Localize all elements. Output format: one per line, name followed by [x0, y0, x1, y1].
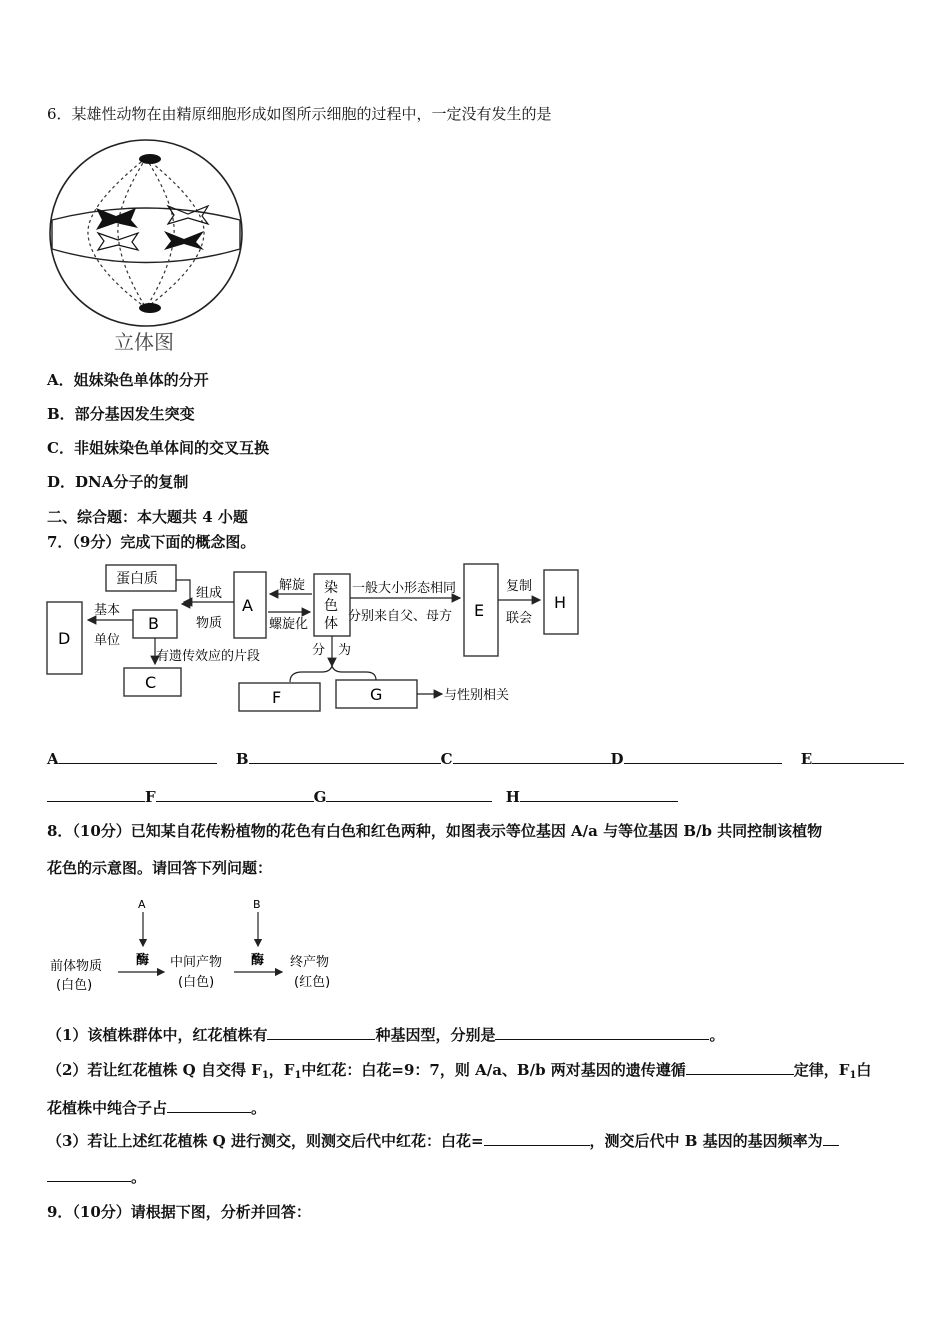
q6-stem: 6．某雄性动物在由精原细胞形成如图所示细胞的过程中，一定没有发生的是 — [47, 105, 552, 123]
section2-heading: 二、综合题：本大题共 4 小题 — [47, 508, 248, 526]
q8-sub2: （2）若让红花植株 Q 自交得 $F_1$，$F_1$中红花：白花=9：7，则 A/a、B/b 两对基因的遗传遵循 定律，$F_1$白 — [47, 1061, 872, 1081]
cm-c: C — [145, 673, 157, 692]
q7-blanks-row1: A B C D E — [47, 749, 904, 768]
cm-ti: 体 — [324, 616, 338, 632]
cm-ran: 染 — [324, 580, 338, 596]
q8-sub3: （3）若让上述红花植株 Q 进行测交，则测交后代中红花：白花= ，测交后代中 B 基因的基因频率为 — [47, 1130, 839, 1151]
blank-q8-2a[interactable] — [686, 1060, 794, 1075]
blank-q8-3a[interactable] — [484, 1131, 590, 1146]
blank-e-cont[interactable] — [47, 787, 145, 802]
cm-xingbie: 与性别相关 — [444, 688, 510, 703]
pathway-final-color: (红色) — [294, 975, 331, 990]
q7-blanks-row2: F G H — [47, 787, 678, 806]
cm-zucheng: 组成 — [196, 586, 223, 601]
blank-c[interactable] — [453, 749, 611, 764]
blank-q8-1b[interactable] — [495, 1025, 709, 1040]
pathway-figure — [46, 892, 356, 1002]
pathway-enzyme-1: 酶 — [136, 953, 150, 968]
q8-sub3-line2: 。 — [47, 1166, 146, 1187]
q6-option-d: D．DNA分子的复制 — [47, 473, 189, 491]
q9-stem: 9．（10分）请根据下图，分析并回答： — [47, 1203, 311, 1221]
pathway-intermediate-color: (白色) — [178, 975, 215, 990]
blank-a[interactable] — [59, 749, 217, 764]
blank-q8-2b[interactable] — [167, 1098, 251, 1113]
cm-danwei: 单位 — [94, 633, 121, 648]
blank-g[interactable] — [326, 787, 492, 802]
blank-q8-3b-cont[interactable] — [47, 1167, 131, 1182]
cm-lianhui: 联会 — [506, 611, 533, 626]
blank-h[interactable] — [520, 787, 678, 802]
pathway-precursor-color: (白色) — [56, 978, 93, 993]
spindle-figure — [46, 136, 256, 356]
q8-sub1: （1）该植株群体中，红花植株有 种基因型，分别是 。 — [47, 1026, 725, 1044]
cm-youyichuan: 有遗传效应的片段 — [156, 649, 261, 664]
blank-d[interactable] — [624, 749, 782, 764]
cm-fenbie: 分别来自父、母方 — [348, 609, 453, 624]
q6-option-c: C．非姐妹染色单体间的交叉互换 — [47, 439, 269, 457]
cm-f: F — [272, 688, 282, 707]
cm-protein: 蛋白质 — [116, 571, 158, 587]
cm-g: G — [370, 685, 383, 704]
pathway-enzyme-2: 酶 — [251, 953, 265, 968]
cm-jiben: 基本 — [94, 603, 121, 618]
q6-option-b: B．部分基因发生突变 — [47, 405, 195, 423]
cm-a: A — [242, 596, 253, 615]
q8-sub2-line2: 花植株中纯合子占 。 — [47, 1099, 267, 1117]
pathway-final: 终产物 — [290, 955, 330, 970]
pathway-intermediate: 中间产物 — [170, 955, 223, 970]
blank-q8-1a[interactable] — [267, 1025, 375, 1040]
blank-f[interactable] — [156, 787, 314, 802]
pathway-gene-b: B — [253, 898, 261, 911]
cm-wei: 为 — [338, 643, 352, 658]
cm-b: B — [148, 614, 159, 633]
pathway-precursor: 前体物质 — [50, 959, 103, 974]
concept-map — [40, 560, 600, 720]
cm-wuzhi: 物质 — [196, 616, 223, 631]
cm-e: E — [474, 601, 485, 620]
q6-option-a: A．姐妹染色单体的分开 — [47, 371, 209, 389]
cm-yiban: 一般大小形态相同 — [352, 581, 457, 596]
cm-h: H — [554, 593, 567, 612]
figure-caption: 立体图 — [114, 330, 174, 354]
q7-stem: 7．（9分）完成下面的概念图。 — [47, 533, 256, 551]
cm-jiexuan: 解旋 — [279, 578, 306, 593]
cm-luoxuanhua: 螺旋化 — [269, 617, 309, 632]
blank-b[interactable] — [249, 749, 441, 764]
cm-fen: 分 — [312, 643, 326, 658]
cm-d: D — [58, 629, 71, 648]
q8-stem-line1: 8．（10分）已知某自花传粉植物的花色有白色和红色两种，如图表示等位基因 A/a 与等位基因 B/b 共同控制该植物 — [47, 822, 823, 840]
q8-stem-line2: 花色的示意图。请回答下列问题： — [47, 859, 273, 877]
pathway-gene-a: A — [138, 898, 146, 911]
cm-fuzhi: 复制 — [506, 579, 533, 594]
cm-se: 色 — [324, 598, 338, 614]
blank-q8-3b[interactable] — [823, 1131, 839, 1146]
blank-e[interactable] — [812, 749, 904, 764]
